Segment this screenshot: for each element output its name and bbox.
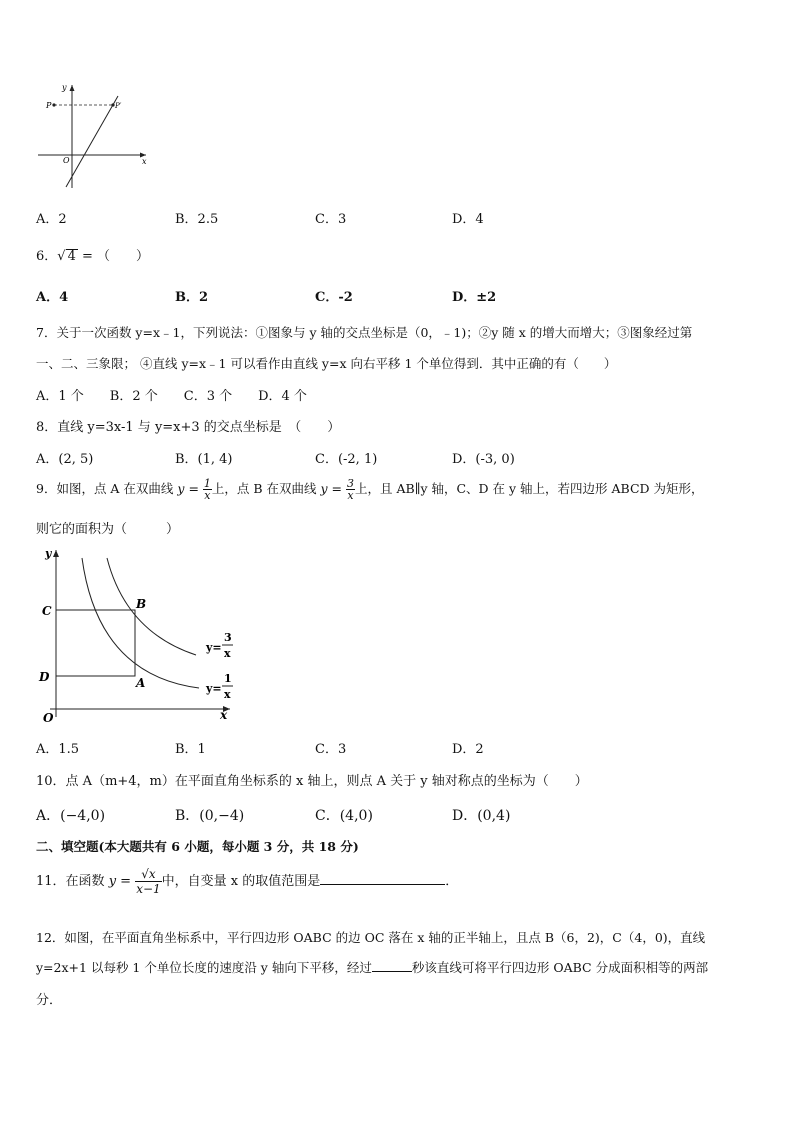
q9-text-1: 9．如图，点 A 在双曲线 — [36, 481, 178, 496]
q11-text-1: 11．在函数 — [36, 874, 109, 889]
q9-fraction-1-den: x — [204, 489, 211, 502]
q11-end: ． — [445, 874, 459, 889]
sqrt-symbol: √ — [57, 249, 66, 264]
q9-option-d[interactable]: D．2 — [452, 742, 484, 757]
label-y: y — [62, 83, 67, 92]
q11-formula-lhs: y = — [108, 874, 136, 889]
label-curve-3-lhs: y= — [206, 641, 222, 654]
label-o: O — [43, 711, 54, 725]
q10-option-d[interactable]: D．(0,4) — [452, 808, 511, 824]
q9-stem-line-1 — [36, 478, 704, 501]
label-c: C — [42, 604, 52, 618]
q12-text-a: y=2x+1 以每秒 1 个单位长度的速度沿 y 轴向下平移，经过 — [36, 960, 372, 975]
q9-option-c[interactable]: C．3 — [315, 742, 347, 757]
q9-fraction-1 — [203, 478, 212, 501]
q11-answer-blank[interactable] — [320, 870, 445, 885]
q8-option-a[interactable]: A．(2, 5) — [36, 452, 94, 467]
q9-text-3: 上，且 AB∥y 轴，C、D 在 y 轴上，若四边形 ABCD 为矩形， — [354, 481, 704, 496]
label-d: D — [39, 670, 50, 684]
label-curve-3-num: 3 — [224, 631, 232, 644]
q9-fraction-2 — [346, 478, 355, 501]
q10-option-a[interactable]: A．(−4,0) — [36, 808, 106, 824]
section-2-heading: 二、填空题(本大题共有 6 小题，每小题 3 分，共 18 分) — [36, 839, 359, 854]
q9-fraction-2-den: x — [347, 489, 354, 502]
q5-figure — [36, 82, 156, 192]
q12-line-3: 分． — [36, 993, 63, 1008]
q5-option-a[interactable]: A．2 — [36, 212, 67, 227]
label-x: x — [220, 708, 228, 722]
q6-radicand: 4 — [67, 249, 76, 264]
q10-option-b[interactable]: B．(0,−4) — [175, 808, 245, 824]
q8-option-c[interactable]: C．(-2, 1) — [315, 452, 378, 467]
q12-answer-blank[interactable] — [372, 959, 412, 972]
label-curve-3-den: x — [224, 647, 231, 660]
point-p — [52, 103, 55, 106]
label-b: B — [136, 597, 147, 611]
q8-option-b[interactable]: B．(1, 4) — [175, 452, 233, 467]
rectangle-abcd — [56, 610, 135, 676]
q9-text-2: 上，点 B 在双曲线 — [211, 481, 321, 496]
q11-fraction-den: x−1 — [136, 882, 161, 896]
label-y: y — [45, 547, 52, 560]
q11-fraction — [135, 867, 161, 896]
q7-options[interactable]: A．1 个 B．2 个 C．3 个 D．4 个 — [36, 389, 307, 404]
label-o: O — [63, 156, 70, 165]
label-a: A — [136, 676, 146, 690]
q8-stem: 8．直线 y=3x-1 与 y=x+3 的交点坐标是 （ ） — [36, 420, 341, 435]
graph-line — [66, 96, 118, 187]
q9-stem-line-2: 则它的面积为（ ） — [36, 522, 180, 537]
q9-option-a[interactable]: A．1.5 — [36, 742, 80, 757]
q9-fraction-1-num: 1 — [203, 477, 211, 490]
q7-line-2: 一、二、三象限； ④直线 y=x﹣1 可以看作由直线 y=x 向右平移 1 个单位得到．其中正确的有（ ） — [36, 356, 617, 371]
q11-text-2: 中，自变量 x 的取值范围是 — [161, 874, 321, 889]
q6-number: 6． — [36, 249, 58, 264]
q11-fraction-num: √x — [135, 867, 161, 882]
q10-stem: 10．点 A（m+4，m）在平面直角坐标系的 x 轴上，则点 A 关于 y 轴对称点的坐标为（ ） — [36, 774, 588, 789]
q9-formula-1-lhs: y = — [177, 481, 203, 496]
y-axis-arrow — [70, 85, 75, 91]
q9-option-b[interactable]: B．1 — [175, 742, 206, 757]
q6-option-b[interactable]: B．2 — [175, 290, 209, 305]
q9-fraction-2-num: 3 — [346, 477, 354, 490]
q8-option-d[interactable]: D．(-3, 0) — [452, 452, 515, 467]
q9-formula-2-lhs: y = — [320, 481, 346, 496]
label-curve-1-num: 1 — [224, 672, 232, 685]
q6-suffix: = （ ） — [77, 249, 150, 264]
q11-stem — [36, 867, 458, 896]
label-curve-1-den: x — [224, 688, 231, 701]
q6-stem — [36, 245, 149, 264]
q7-line-1: 7．关于一次函数 y=x﹣1，下列说法：①图象与 y 轴的交点坐标是（0，﹣1)；②y 随 x 的增大而增大；③图象经过第 — [36, 325, 693, 340]
q9-figure — [36, 547, 246, 727]
q12-line-2 — [36, 958, 708, 976]
label-x: x — [142, 157, 147, 166]
q5-option-b[interactable]: B．2.5 — [175, 212, 219, 227]
curve-y-3-over-x — [107, 558, 196, 655]
y-axis-arrow — [53, 550, 59, 557]
q12-line-1: 12．如图，在平面直角坐标系中，平行四边形 OABC 的边 OC 落在 x 轴的正半轴上，且点 B（6，2)，C（4，0)，直线 — [36, 930, 706, 945]
q6-option-d[interactable]: D．±2 — [452, 290, 497, 305]
q10-option-c[interactable]: C．(4,0) — [315, 808, 373, 824]
q12-text-b: 秒该直线可将平行四边形 OABC 分成面积相等的两部 — [411, 960, 709, 975]
label-curve-1-lhs: y= — [206, 682, 222, 695]
q6-option-a[interactable]: A．4 — [36, 290, 69, 305]
q5-option-d[interactable]: D．4 — [452, 212, 484, 227]
q6-option-c[interactable]: C．-2 — [315, 290, 353, 305]
curve-y-1-over-x — [82, 558, 199, 688]
label-p: P — [46, 101, 52, 110]
label-p-prime: P′ — [115, 102, 122, 110]
q5-option-c[interactable]: C．3 — [315, 212, 347, 227]
